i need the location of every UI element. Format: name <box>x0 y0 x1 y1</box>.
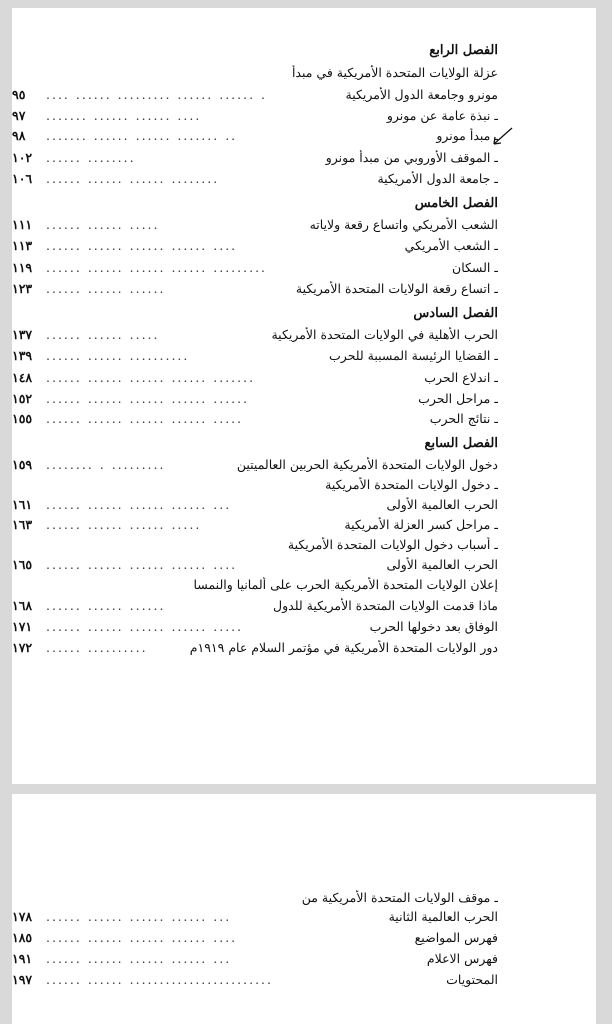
page-number: ١٥٢ <box>12 391 33 406</box>
toc-entry <box>12 65 498 81</box>
toc-entry <box>12 150 498 166</box>
toc-entry <box>12 87 498 103</box>
toc-entry <box>12 517 498 533</box>
toc-entry <box>12 577 498 593</box>
handwritten-arrow-icon <box>490 126 514 150</box>
page-number: ١٦٥ <box>12 557 33 572</box>
toc-entry-title: الحرب العالمية الثانية <box>388 909 498 924</box>
dot-leader: ......... ...... ...... ...... ...... <box>46 260 268 275</box>
toc-entry <box>12 598 498 614</box>
toc-entry-title: ـ مراحل الحرب <box>418 391 498 406</box>
toc-page-top <box>12 8 596 784</box>
dot-leader: ... ...... ...... ...... ...... <box>46 909 232 924</box>
toc-entry-title: ماذا قدمت الولايات المتحدة الأمريكية للدول <box>273 598 498 613</box>
toc-list-bottom <box>12 794 596 1024</box>
toc-entry <box>12 391 498 407</box>
dot-leader: .. ....... ...... ...... ....... <box>46 128 238 143</box>
toc-entry-title: فهرس المواضيع <box>414 930 498 945</box>
dot-leader: . ...... ...... ......... ...... .... <box>46 87 268 102</box>
dot-leader: ....... ...... ...... ...... ...... <box>46 370 256 385</box>
page-number: ١٨٥ <box>12 930 33 945</box>
dot-leader: ..... ...... ...... <box>46 327 160 342</box>
toc-entry <box>12 281 498 297</box>
toc-entry <box>12 238 498 254</box>
toc-entry <box>12 370 498 386</box>
toc-entry <box>12 217 498 233</box>
toc-entry <box>12 909 498 925</box>
page-number: ١٥٥ <box>12 411 33 426</box>
page-number: ١٦١ <box>12 497 33 512</box>
toc-entry-title: الفصل السادس <box>413 306 498 321</box>
toc-entry-title: ـ مبدأ مونرو <box>436 128 498 143</box>
toc-entry-title: الشعب الأمريكي واتساع رقعة ولاياته <box>309 217 498 232</box>
dot-leader: ..... ...... ...... ...... <box>46 517 202 532</box>
toc-entry <box>12 640 498 656</box>
page-number: ١٧١ <box>12 619 33 634</box>
toc-entry-title: ـ نتائج الحرب <box>429 411 498 426</box>
toc-entry <box>12 171 498 187</box>
dot-leader: .......... ...... ...... <box>46 348 190 363</box>
toc-entry-title: ـ اتساع رقعة الولايات المتحدة الأمريكية <box>295 281 498 296</box>
chapter-heading <box>12 196 498 212</box>
dot-leader: .......... ...... <box>46 640 148 655</box>
page-number: ١٤٨ <box>12 370 33 385</box>
toc-entry <box>12 128 498 144</box>
page-number: ١١١ <box>12 217 33 232</box>
toc-entry-title: الفصل الرابع <box>429 43 498 58</box>
page-number: ٩٨ <box>12 128 26 143</box>
dot-leader: ... ...... ...... ...... ...... <box>46 951 232 966</box>
dot-leader: .... ...... ...... ...... ...... <box>46 557 238 572</box>
toc-entry-title: عزلة الولايات المتحدة الأمريكية في مبدأ <box>291 65 498 80</box>
toc-entry <box>12 951 498 967</box>
page-number: ١٧٢ <box>12 640 33 655</box>
toc-entry <box>12 497 498 513</box>
chapter-heading <box>12 436 498 452</box>
toc-entry-title: ـ مراحل كسر العزلة الأمريكية <box>344 517 498 532</box>
page-number: ١٠٢ <box>12 150 33 165</box>
toc-entry-title: ـ دخول الولايات المتحدة الأمريكية <box>325 477 498 492</box>
toc-entry <box>12 930 498 946</box>
page-number: ١٥٩ <box>12 457 33 472</box>
toc-entry <box>12 327 498 343</box>
toc-entry <box>12 557 498 573</box>
dot-leader: ...... ...... ...... <box>46 281 166 296</box>
toc-entry-title: دور الولايات المتحدة الأمريكية في مؤتمر السلام عام ١٩١٩م <box>189 640 498 655</box>
toc-entry-title: ـ الموقف الأوروبي من مبدأ مونرو <box>325 150 498 165</box>
dot-leader: ........ ...... <box>46 150 136 165</box>
dot-leader: ........ ...... ...... ...... <box>46 171 220 186</box>
dot-leader: ..... ...... ...... ...... ...... <box>46 619 244 634</box>
toc-entry-title: الفصل الخامس <box>414 196 498 211</box>
toc-entry <box>12 260 498 276</box>
toc-page-bottom <box>12 794 596 1024</box>
page-number: ١٦٣ <box>12 517 33 532</box>
toc-entry-title: ـ جامعة الدول الأمريكية <box>377 171 498 186</box>
toc-entry <box>12 619 498 635</box>
page-number: ١٠٦ <box>12 171 33 186</box>
chapter-heading <box>12 43 498 59</box>
toc-entry-title: الوفاق بعد دخولها الحرب <box>369 619 498 634</box>
toc-entry <box>12 108 498 124</box>
page-number: ١٦٨ <box>12 598 33 613</box>
toc-entry <box>12 457 498 473</box>
toc-entry <box>12 537 498 553</box>
page-number: ١٧٨ <box>12 909 33 924</box>
page-number: ١١٩ <box>12 260 33 275</box>
toc-entry-title: ـ الشعب الأمريكي <box>404 238 498 253</box>
toc-entry-title: دخول الولايات المتحدة الأمريكية الحربين العالميتين <box>236 457 498 472</box>
toc-entry-title: ـ السكان <box>452 260 498 275</box>
toc-entry <box>12 972 498 988</box>
page-number: ١١٣ <box>12 238 33 253</box>
dot-leader: ........................ ...... ...... <box>46 972 273 987</box>
dot-leader: .... ...... ...... ...... ...... <box>46 238 238 253</box>
dot-leader: ..... ...... ...... ...... ...... <box>46 411 244 426</box>
dot-leader: .... ...... ...... ...... ...... <box>46 930 238 945</box>
toc-entry-title: ـ أسباب دخول الولايات المتحدة الأمريكية <box>287 537 498 552</box>
toc-entry-title: الحرب العالمية الأولى <box>386 497 498 512</box>
dot-leader: ...... ...... ...... ...... ...... <box>46 391 250 406</box>
dot-leader: ......... . ........ <box>46 457 166 472</box>
page-number: ١٩١ <box>12 951 33 966</box>
toc-entry <box>12 890 498 906</box>
toc-entry-title: ـ القضايا الرئيسة المسببة للحرب <box>329 348 498 363</box>
page-number: ٩٥ <box>12 87 26 102</box>
page-number: ١٣٩ <box>12 348 33 363</box>
toc-list-top <box>12 8 596 784</box>
toc-entry-title: ـ اندلاع الحرب <box>424 370 498 385</box>
toc-entry-title: الحرب العالمية الأولى <box>386 557 498 572</box>
toc-entry-title: إعلان الولايات المتحدة الأمريكية الحرب على ألمانيا والنمسا <box>193 577 498 592</box>
toc-entry-title: ـ موقف الولايات المتحدة الأمريكية من <box>301 890 498 905</box>
page-number: ١٣٧ <box>12 327 33 342</box>
toc-entry-title: الحرب الأهلية في الولايات المتحدة الأمريكية <box>271 327 498 342</box>
toc-entry-title: مونرو وجامعة الدول الأمريكية <box>345 87 498 102</box>
toc-entry <box>12 477 498 493</box>
toc-entry-title: فهرس الاعلام <box>426 951 498 966</box>
toc-entry <box>12 411 498 427</box>
toc-entry-title: الفصل السابع <box>424 436 498 451</box>
page-number: ٩٧ <box>12 108 26 123</box>
page-number: ١٩٧ <box>12 972 33 987</box>
toc-entry-title: ـ نبذة عامة عن مونرو <box>386 108 498 123</box>
toc-entry-title: المحتويات <box>446 972 498 987</box>
toc-entry <box>12 348 498 364</box>
page-number: ١٢٣ <box>12 281 33 296</box>
dot-leader: ... ...... ...... ...... ...... <box>46 497 232 512</box>
chapter-heading <box>12 306 498 322</box>
dot-leader: ..... ...... ...... <box>46 217 160 232</box>
dot-leader: ...... ...... ...... <box>46 598 166 613</box>
dot-leader: .... ...... ...... ....... <box>46 108 202 123</box>
